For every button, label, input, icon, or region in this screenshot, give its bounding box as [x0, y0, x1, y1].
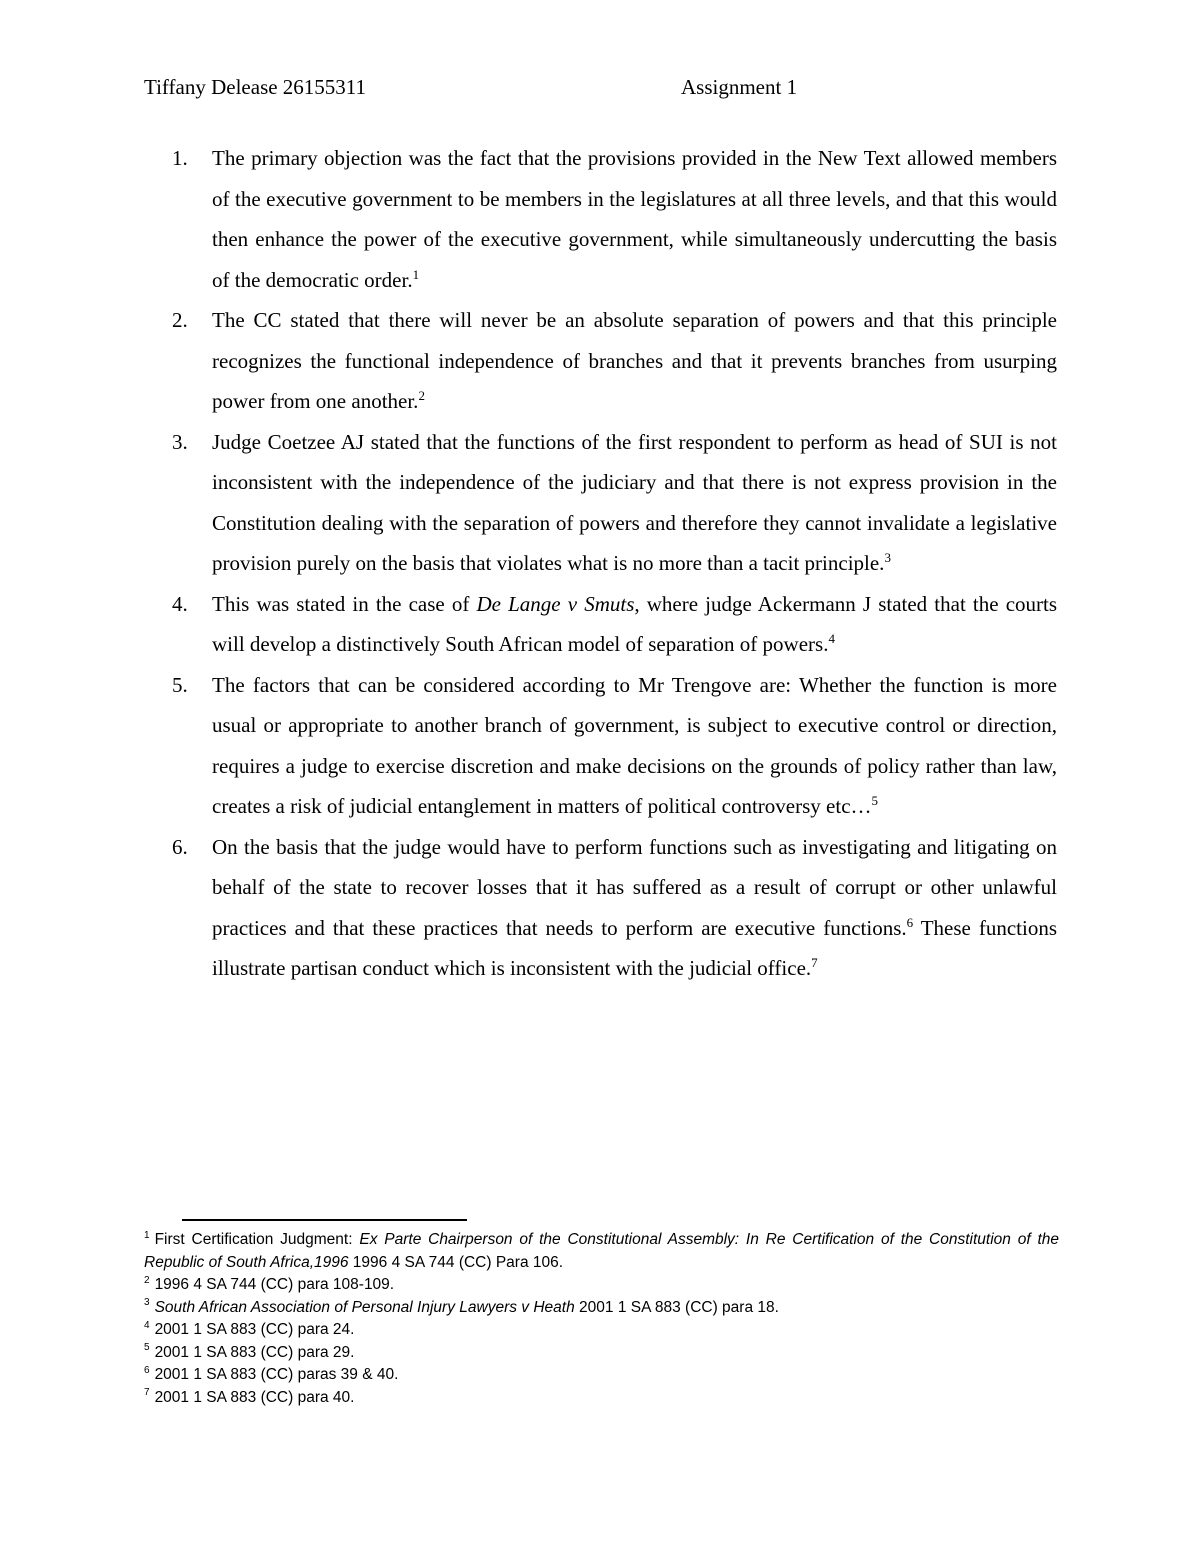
list-item-text: Judge Coetzee AJ stated that the functions of the first respondent to perform as head of SUI is not inconsistent with the independence of the judiciary and that there is not express provision in the Constitution dealing with the separation of powers and therefore they cannot invalidate a legislative provision purely on the basis that violates what is no more than a tacit principle.: [212, 429, 1057, 575]
footnote: [144, 1274, 1059, 1297]
footnote-reference: 5: [871, 793, 879, 808]
footnote-citation: South African Association of Personal Injury Lawyers v Heath: [154, 1298, 575, 1316]
header-author-id: Tiffany Delease 26155311: [144, 75, 367, 99]
list-item-text-part2: These functions illustrate partisan conduct which is inconsistent with the judicial office.: [212, 915, 1057, 980]
footnote: [144, 1342, 1059, 1365]
list-item-text: The primary objection was the fact that the provisions provided in the New Text allowed members of the executive government to be members in the legislatures at all three levels, and that this would then enhance the power of the executive government, while simultaneously undercutting the basis of the democratic order.: [212, 146, 1057, 292]
footnote-reference: 2: [418, 388, 425, 403]
list-item-number: 2.: [172, 308, 188, 332]
footnote-number: 7: [144, 1387, 150, 1399]
list-item: [172, 827, 1057, 989]
list-item-number: 3.: [172, 429, 188, 454]
list-item-number: 5.: [172, 672, 188, 697]
list-item-number: 1.: [172, 146, 188, 170]
footnote: [144, 1319, 1059, 1342]
list-item-text: The factors that can be considered according to Mr Trengove are: Whether the function is more usual or appropriate to another branch of government, is subject to executive control or direction, requires a judge to exercise discretion and make decisions on the grounds of policy rather than law, creates a risk of judicial entanglement in matters of political controversy etc…: [212, 672, 1057, 818]
footnote-text: 2001 1 SA 883 (CC) paras 39 & 40.: [154, 1366, 399, 1383]
header-assignment-title: Assignment 1: [681, 75, 798, 99]
footnote-number: 5: [144, 1342, 150, 1354]
list-item: [172, 584, 1057, 665]
footnote-separator: [182, 1219, 467, 1221]
list-item-text-part1: On the basis that the judge would have to perform functions such as investigating and litigating on behalf of the state to recover losses that it has suffered as a result of corrupt or other unlawful practices and that these practices that needs to perform are executive functions.: [212, 834, 1057, 940]
footnote-reference: 6: [906, 914, 914, 930]
list-item: [172, 422, 1057, 584]
footnote-reference: 4: [828, 631, 835, 646]
footnote-number: 4: [144, 1319, 150, 1331]
footnote-number: 1: [144, 1229, 150, 1241]
footnote-number: 2: [144, 1274, 150, 1286]
footnote-text: First Certification Judgment:: [154, 1231, 360, 1248]
page-header: [144, 72, 1056, 102]
list-item-text: The CC stated that there will never be an absolute separation of powers and that this principle recognizes the functional independence of branches and that it prevents branches from usurping power from one another.: [212, 308, 1057, 413]
footnote-reference: 1: [412, 266, 420, 282]
footnote: [144, 1387, 1059, 1410]
list-item: [172, 138, 1057, 300]
list-item: [172, 665, 1057, 827]
footnote-text: 2001 1 SA 883 (CC) para 24.: [154, 1321, 355, 1338]
footnote-text-after: 2001 1 SA 883 (CC) para 18.: [574, 1298, 779, 1316]
list-item-number: 6.: [172, 834, 188, 859]
footnote-number: 6: [144, 1364, 150, 1376]
list-item: [172, 300, 1057, 422]
footnote-text-after: 1996 4 SA 744 (CC) Para 106.: [348, 1253, 564, 1271]
footnotes: [144, 1229, 1059, 1409]
list-item-text-after: , where judge Ackermann J stated that the courts will develop a distinctively South African model of separation of powers.: [212, 591, 1058, 656]
footnote-number: 3: [144, 1297, 150, 1309]
case-name: De Lange v Smuts: [476, 591, 635, 616]
footnote: [144, 1364, 1059, 1387]
footnote: [144, 1297, 1059, 1320]
footnote: [144, 1229, 1059, 1274]
footnote-citation: Ex Parte Chairperson of the Constitutional Assembly: In Re Certification of the Constitution of the Republic of South Africa,1996: [144, 1231, 1060, 1271]
footnote-text: 2001 1 SA 883 (CC) para 29.: [154, 1343, 355, 1361]
list-item-number: 4.: [172, 591, 188, 616]
footnote-text: 1996 4 SA 744 (CC) para 108-109.: [154, 1276, 395, 1293]
list-item-text-before: This was stated in the case of: [212, 591, 477, 616]
answer-list: [172, 138, 1057, 989]
footnote-reference: 7: [811, 955, 818, 970]
footnote-text: 2001 1 SA 883 (CC) para 40.: [154, 1388, 355, 1406]
footnote-reference: 3: [884, 550, 891, 565]
